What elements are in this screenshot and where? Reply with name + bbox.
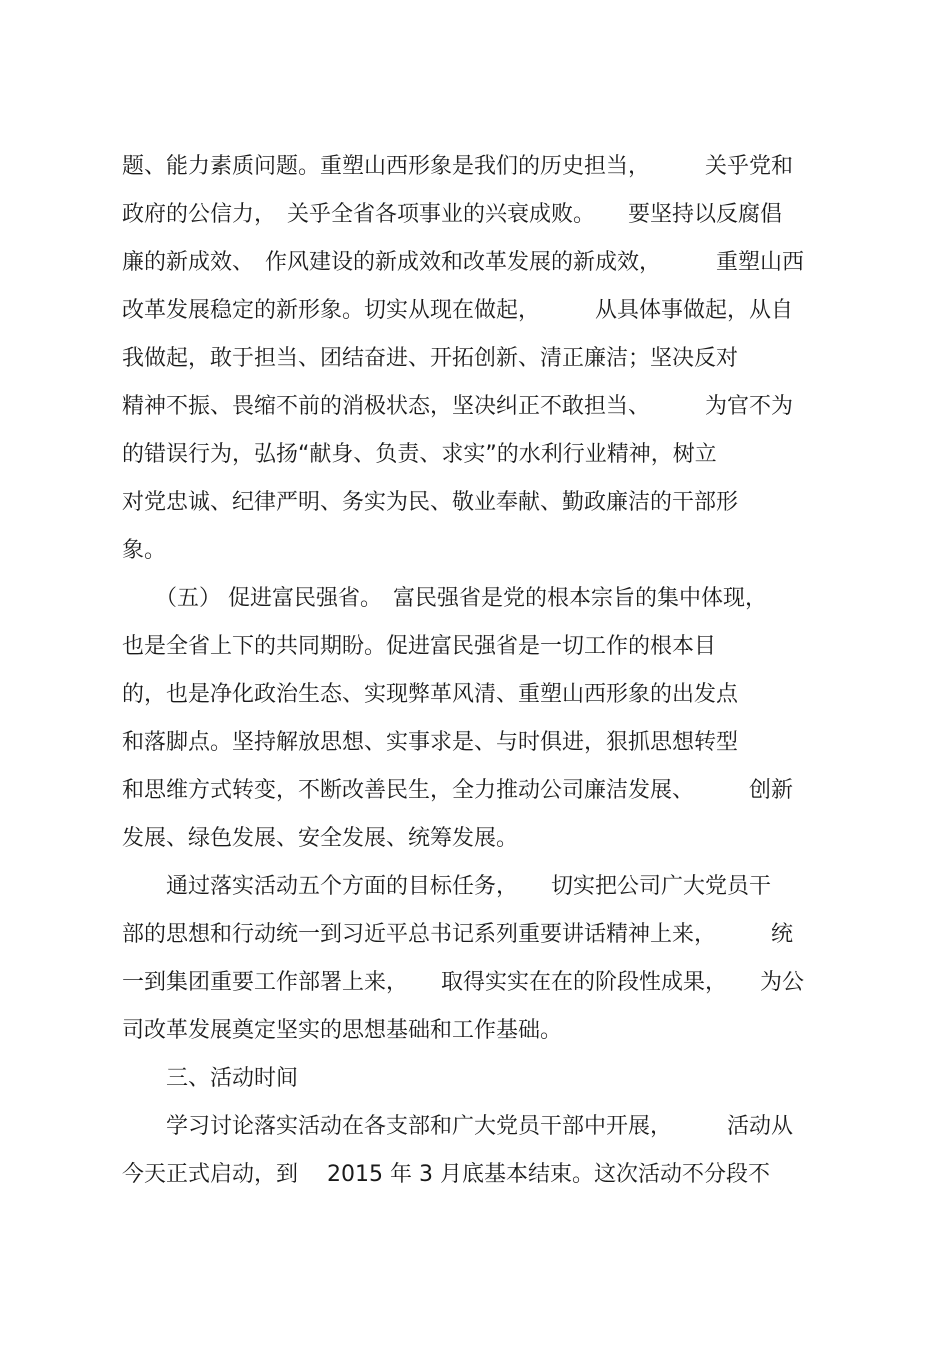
text-line: 一到集团重要工作部署上来， 取得实实在在的阶段性成果， 为公 (122, 970, 805, 995)
text-line: 廉的新成效、 作风建设的新成效和改革发展的新成效， 重塑山西 (122, 250, 805, 275)
text-line: 的，也是净化政治生态、实现弊革风清、重塑山西形象的出发点 (122, 682, 739, 707)
text-line: 和思维方式转变，不断改善民生，全力推动公司廉洁发展、 创新 (122, 778, 794, 803)
section-heading: 三、活动时间 (122, 1066, 299, 1091)
text-line: 也是全省上下的共同期盼。促进富民强省是一切工作的根本目 (122, 634, 717, 659)
text-line: 我做起，敢于担当、团结奋进、开拓创新、清正廉洁；坚决反对 (122, 346, 739, 371)
text-line: （五） 促进富民强省。 富民强省是党的根本宗旨的集中体现， (122, 586, 767, 611)
text-line: 政府的公信力， 关乎全省各项事业的兴衰成败。 要坚持以反腐倡 (122, 202, 783, 227)
text-line: 精神不振、畏缩不前的消极状态，坚决纠正不敢担当、 为官不为 (122, 394, 794, 419)
text-line: 司改革发展奠定坚实的思想基础和工作基础。 (122, 1018, 563, 1043)
text-line: 象。 (122, 538, 167, 563)
text-line: 发展、绿色发展、安全发展、统筹发展。 (122, 826, 519, 851)
text-line: 今天正式启动，到 2015 年 3 月底基本结束。这次活动不分段不 (122, 1162, 770, 1187)
text-line: 题、能力素质问题。重塑山西形象是我们的历史担当， 关乎党和 (122, 154, 794, 179)
text-line: 对党忠诚、纪律严明、务实为民、敬业奉献、勤政廉洁的干部形 (122, 490, 739, 515)
text-line: 改革发展稳定的新形象。切实从现在做起， 从具体事做起，从自 (122, 298, 794, 323)
text-line: 部的思想和行动统一到习近平总书记系列重要讲话精神上来， 统 (122, 922, 794, 947)
text-line: 和落脚点。坚持解放思想、实事求是、与时俱进，狠抓思想转型 (122, 730, 739, 755)
text-line: 通过落实活动五个方面的目标任务， 切实把公司广大党员干 (122, 874, 772, 899)
text-line: 学习讨论落实活动在各支部和广大党员干部中开展， 活动从 (122, 1114, 794, 1139)
text-line: 的错误行为，弘扬“献身、负责、求实”的水利行业精神，树立 (122, 442, 717, 467)
